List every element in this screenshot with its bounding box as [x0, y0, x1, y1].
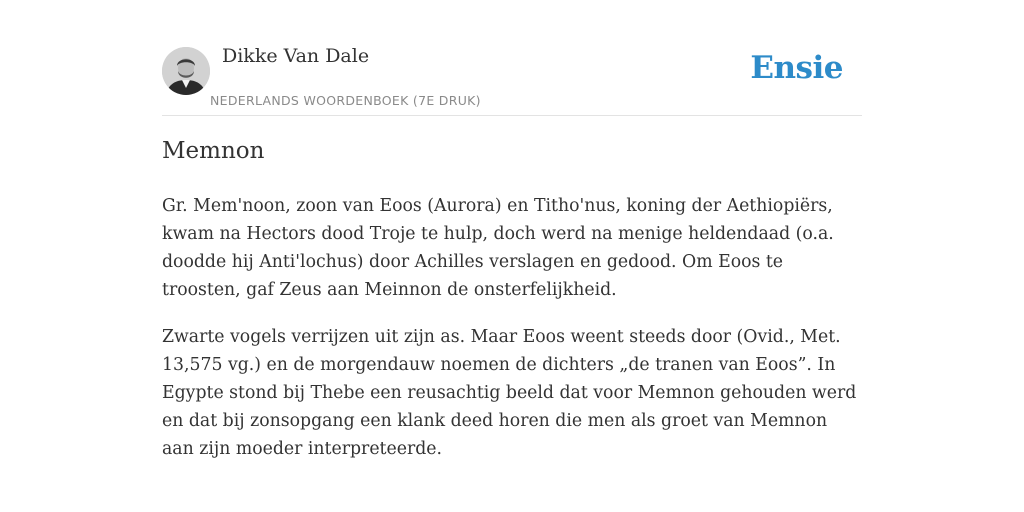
- entry-body: [162, 192, 862, 482]
- entry-header: [162, 0, 862, 116]
- entry-card: [162, 0, 862, 512]
- entry-title: Memnon: [162, 138, 265, 164]
- brand-logo[interactable]: Ensie: [750, 50, 843, 86]
- source-label[interactable]: NEDERLANDS WOORDENBOEK (7E DRUK): [210, 93, 481, 108]
- author-name[interactable]: Dikke Van Dale: [222, 45, 370, 67]
- author-avatar[interactable]: [162, 47, 210, 95]
- entry-paragraph: Gr. Mem'noon, zoon van Eoos (Aurora) en Titho'nus, koning der Aethiopiërs, kwam na Hectors dood Troje te hulp, doch werd na menige heldendaad (o.a. doodde hij Anti'lochus) door Achilles verslagen en gedood. Om Eoos te troosten, gaf Zeus aan Meinnon de onsterfelijkheid.: [162, 196, 834, 300]
- portrait-icon: [162, 47, 210, 95]
- entry-paragraph: Zwarte vogels verrijzen uit zijn as. Maar Eoos weent steeds door (Ovid., Met. 13,575 vg.) en de morgendauw noemen de dichters „de tranen van Eoos”. In Egypte stond bij Thebe een reusachtig beeld dat voor Memnon gehouden werd en dat bij zonsopgang een klank deed horen die men als groet van Memnon aan zijn moeder interpreteerde.: [162, 327, 857, 459]
